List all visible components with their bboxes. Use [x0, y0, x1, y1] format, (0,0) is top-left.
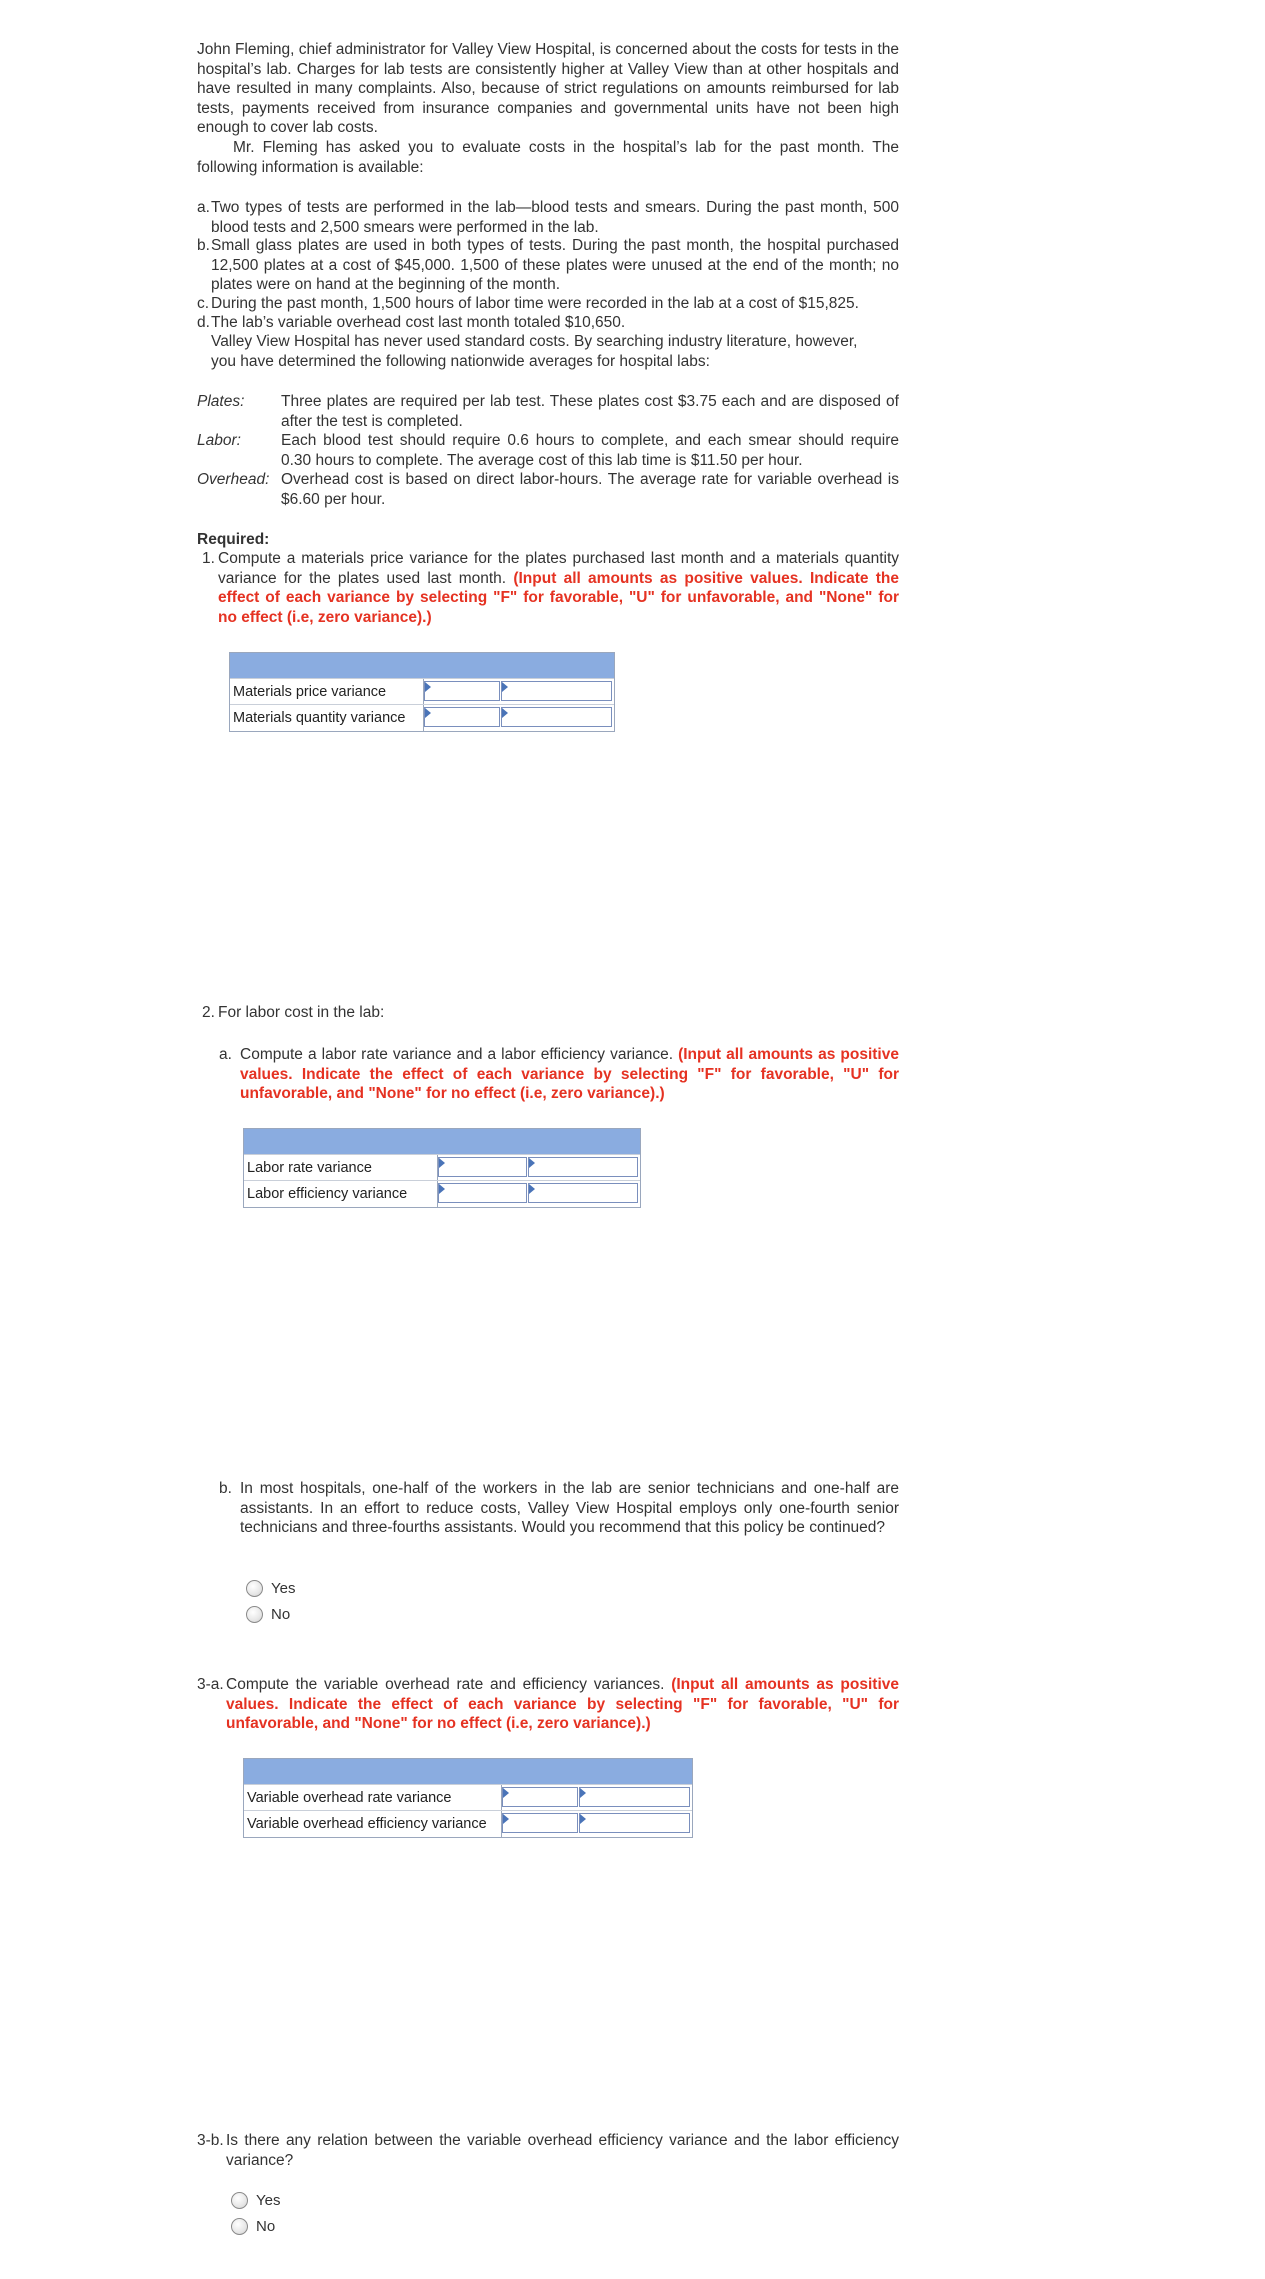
- required-heading: Required:: [197, 531, 270, 548]
- q1-instructions: (Input all amounts as positive values. Indicate the effect of each variance by selecting "F" for favorable, "U" for unfavorable, and "None" for no effect (i.e, zero variance).): [218, 569, 899, 626]
- fact-c: [197, 294, 899, 314]
- standard-text: Each blood test should require 0.6 hours to complete, and each smear should require 0.30 hours to complete. The average cost of this lab time is $11.50 per hour.: [281, 432, 899, 469]
- q3a-number: 3-a.: [197, 1676, 224, 1693]
- q3b-yes-radio[interactable]: [231, 2192, 248, 2209]
- intro-paragraph: John Fleming, chief administrator for Valley View Hospital, is concerned about the costs for tests in the hospital’s lab. Charges for lab tests are consistently higher at Valley View than at other hospitals and have resulted in many complaints. Also, because of strict regulations on amounts reimbursed for lab tests, payments received from insurance companies and governmental units have not been high enough to cover lab costs.: [197, 41, 899, 136]
- overhead-efficiency-amount-input[interactable]: [502, 1813, 578, 1833]
- standard-overhead: [197, 470, 899, 510]
- q2b-no-radio[interactable]: [246, 1606, 263, 1623]
- standard-plates: [197, 392, 899, 432]
- standard-key: Labor:: [197, 432, 241, 449]
- fact-text: Small glass plates are used in both types of tests. During the past month, the hospital purchased 12,500 plates at a cost of $45,000. 1,500 of these plates were unused at the end of the month; no plates were on hand at the beginning of the month.: [211, 237, 899, 293]
- table-row: [244, 1154, 640, 1181]
- q3a-question: [226, 1675, 899, 1734]
- row-label: Materials quantity variance: [230, 705, 424, 731]
- q2a-question: [240, 1045, 899, 1104]
- q2b-no-label[interactable]: No: [271, 1606, 291, 1623]
- fact-label: b.: [197, 237, 210, 254]
- q2-text: For labor cost in the lab:: [218, 1004, 385, 1021]
- q1-text: Compute a materials price variance for the plates purchased last month and a materials quantity variance for the plates used last month.: [218, 550, 899, 587]
- standard-text: Overhead cost is based on direct labor-hours. The average rate for variable overhead is $6.60 per hour.: [281, 471, 899, 508]
- table-header: [244, 1129, 640, 1155]
- q3a-instructions: (Input all amounts as positive values. Indicate the effect of each variance by selecting "F" for favorable, "U" for unfavorable, and "None" for no effect (i.e, zero variance).): [226, 1676, 899, 1732]
- table-row: [244, 1180, 640, 1207]
- table-header: [230, 653, 614, 679]
- fact-b: [197, 236, 899, 296]
- dropdown-marker-icon: [580, 1814, 586, 1824]
- input-marker-icon: [503, 1814, 509, 1824]
- q2b-yes-radio[interactable]: [246, 1580, 263, 1597]
- row-label: Variable overhead efficiency variance: [244, 1811, 502, 1837]
- dropdown-marker-icon: [502, 708, 508, 718]
- input-marker-icon: [439, 1184, 445, 1194]
- materials-price-effect-select[interactable]: [501, 681, 612, 701]
- table-row: [244, 1784, 692, 1811]
- fact-d: [197, 313, 899, 333]
- table-header: [244, 1759, 692, 1785]
- q2b-number: b.: [219, 1480, 232, 1497]
- labor-efficiency-amount-input[interactable]: [438, 1183, 527, 1203]
- input-marker-icon: [503, 1788, 509, 1798]
- row-label: Labor rate variance: [244, 1155, 438, 1181]
- q2a-instructions: (Input all amounts as positive values. Indicate the effect of each variance by selecting "F" for favorable, "U" for unfavorable, and "None" for no effect (i.e, zero variance).): [240, 1046, 899, 1102]
- labor-efficiency-effect-select[interactable]: [528, 1183, 638, 1203]
- fact-text: During the past month, 1,500 hours of labor time were recorded in the lab at a cost of $15,825.: [211, 295, 859, 312]
- overhead-efficiency-effect-select[interactable]: [579, 1813, 690, 1833]
- standard-text: Three plates are required per lab test. These plates cost $3.75 each and are disposed of after the test is completed.: [281, 393, 899, 430]
- materials-quantity-effect-select[interactable]: [501, 707, 612, 727]
- standard-key: Overhead:: [197, 471, 270, 488]
- q3b-no-label[interactable]: No: [256, 2218, 276, 2235]
- table-row: [230, 678, 614, 705]
- q2b-yes-label[interactable]: Yes: [271, 1580, 296, 1597]
- overhead-variance-table: [243, 1758, 693, 1838]
- table-row: [230, 704, 614, 731]
- fact-text: Two types of tests are performed in the lab—blood tests and smears. During the past month, 500 blood tests and 2,500 smears were performed in the lab.: [211, 199, 899, 236]
- table-row: [244, 1810, 692, 1837]
- fact-label: c.: [197, 295, 210, 312]
- q2a-number: a.: [219, 1046, 232, 1063]
- row-label: Materials price variance: [230, 679, 424, 705]
- input-marker-icon: [425, 682, 431, 692]
- q2b-text: In most hospitals, one-half of the workers in the lab are senior technicians and one-half are assistants. In an effort to reduce costs, Valley View Hospital employs only one-fourth senior technicians and three-fourths assistants. Would you recommend that this policy be continued?: [240, 1480, 899, 1536]
- fact-text: The lab’s variable overhead cost last month totaled $10,650.: [211, 314, 626, 331]
- standard-key: Plates:: [197, 393, 245, 410]
- q3b-text: Is there any relation between the variable overhead efficiency variance and the labor efficiency variance?: [226, 2132, 899, 2169]
- q1-number: 1.: [202, 550, 215, 567]
- q3a-text: Compute the variable overhead rate and efficiency variances.: [226, 1676, 665, 1693]
- dropdown-marker-icon: [502, 682, 508, 692]
- q2a-text: Compute a labor rate variance and a labor efficiency variance.: [240, 1046, 673, 1063]
- labor-rate-effect-select[interactable]: [528, 1157, 638, 1177]
- row-label: Labor efficiency variance: [244, 1181, 438, 1207]
- input-marker-icon: [439, 1158, 445, 1168]
- standards-intro: Valley View Hospital has never used standard costs. By searching industry literature, however, you have determined the following nationwide averages for hospital labs:: [211, 333, 858, 370]
- row-label: Variable overhead rate variance: [244, 1785, 502, 1811]
- dropdown-marker-icon: [529, 1184, 535, 1194]
- q3b-number: 3-b.: [197, 2132, 224, 2149]
- labor-variance-table: [243, 1128, 641, 1208]
- fact-a: [197, 198, 899, 238]
- materials-variance-table: [229, 652, 615, 732]
- dropdown-marker-icon: [580, 1788, 586, 1798]
- standard-labor: [197, 431, 899, 471]
- q3b-yes-label[interactable]: Yes: [256, 2192, 281, 2209]
- fact-label: a.: [197, 199, 210, 216]
- q1-question: [218, 549, 899, 627]
- q2-number: 2.: [202, 1004, 215, 1021]
- materials-price-amount-input[interactable]: [424, 681, 500, 701]
- fact-label: d.: [197, 314, 210, 331]
- overhead-rate-amount-input[interactable]: [502, 1787, 578, 1807]
- input-marker-icon: [425, 708, 431, 718]
- dropdown-marker-icon: [529, 1158, 535, 1168]
- materials-quantity-amount-input[interactable]: [424, 707, 500, 727]
- overhead-rate-effect-select[interactable]: [579, 1787, 690, 1807]
- labor-rate-amount-input[interactable]: [438, 1157, 527, 1177]
- intro-paragraph-2: Mr. Fleming has asked you to evaluate costs in the hospital’s lab for the past month. The following information is available:: [197, 139, 899, 176]
- q3b-no-radio[interactable]: [231, 2218, 248, 2235]
